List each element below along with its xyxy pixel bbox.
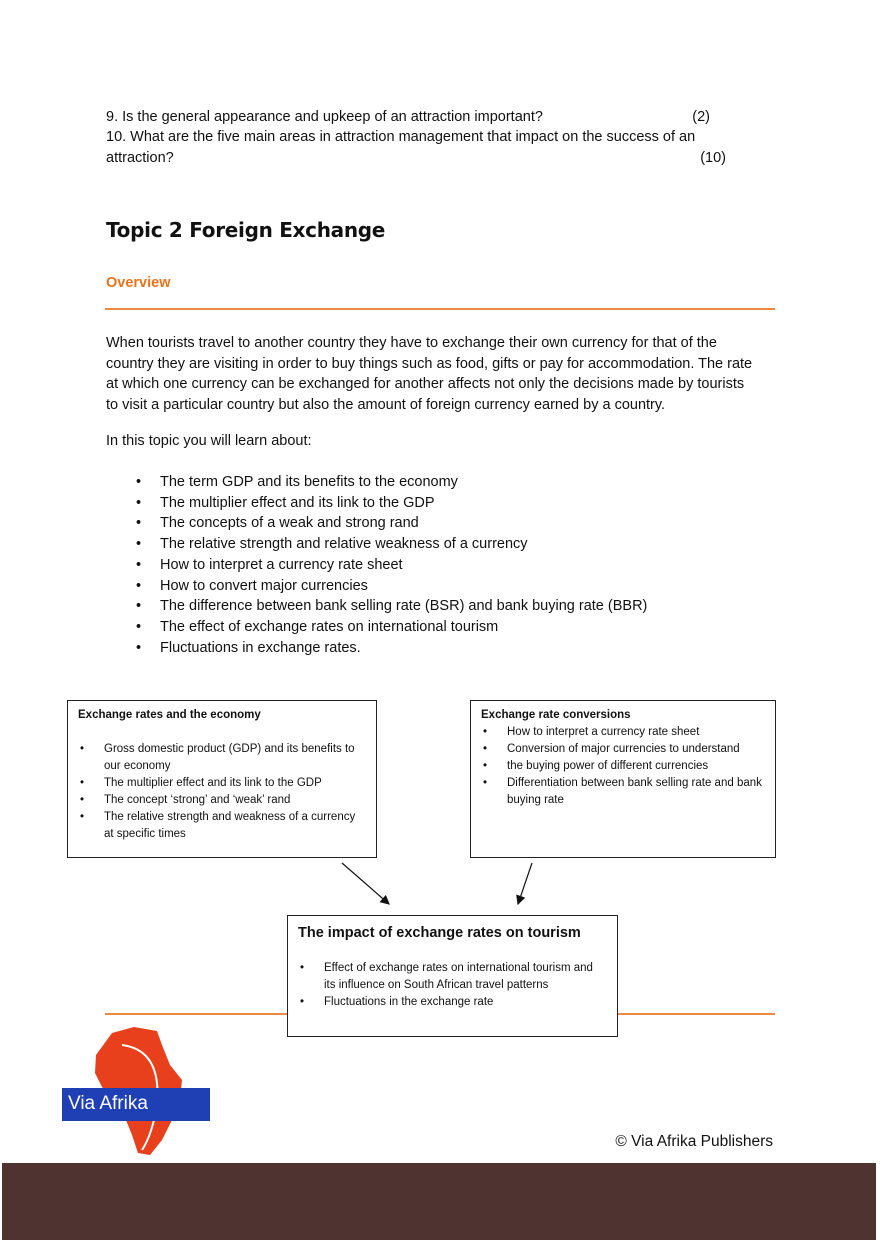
overview-heading: Overview: [106, 275, 171, 291]
list-item: • Fluctuations in exchange rates.: [136, 638, 647, 659]
learn-intro: In this topic you will learn about:: [106, 433, 312, 449]
list-item: • The term GDP and its benefits to the economy: [136, 472, 647, 493]
copyright: © Via Afrika Publishers: [615, 1133, 773, 1150]
topic-title: Topic 2 Foreign Exchange: [106, 218, 386, 242]
list-item: • How to convert major currencies: [136, 576, 647, 597]
arrow-icon: [518, 863, 532, 904]
footer-band: [2, 1163, 876, 1240]
list-item: • The concept ‘strong’ and ‘weak’ rand: [78, 792, 366, 809]
list-item: • The relative strength and weakness of a currency at specific times: [78, 809, 366, 843]
via-afrika-logo: [62, 1025, 212, 1157]
box-title: Exchange rates and the economy: [78, 709, 261, 721]
question-marks: (2): [692, 109, 710, 125]
question-text: 10. What are the five main areas in attraction management that impact on the success of an attraction?: [106, 129, 696, 166]
box-impact: [287, 915, 618, 1037]
list-item: • The relative strength and relative weakness of a currency: [136, 534, 647, 555]
question-text: 9. Is the general appearance and upkeep of an attraction important?: [106, 109, 543, 125]
intro-paragraph: When tourists travel to another country they have to exchange their own currency for that of the country they are visiting in order to buy things such as food, gifts or pay for accommodation. The rate at which one currency can be exchanged for another affects not only the decisions made by tourists to visit a particular country but also the amount of foreign currency earned by a country.: [106, 335, 753, 413]
list-item: • The effect of exchange rates on international tourism: [136, 617, 647, 638]
list-item: • the buying power of different currencies: [481, 758, 765, 775]
list-item: • Conversion of major currencies to understand: [481, 741, 765, 758]
list-item: • The difference between bank selling rate (BSR) and bank buying rate (BBR): [136, 596, 647, 617]
list-item: • Fluctuations in the exchange rate: [298, 994, 607, 1011]
list-item: • The concepts of a weak and strong rand: [136, 513, 647, 534]
box-title: The impact of exchange rates on tourism: [298, 925, 581, 941]
list-item: • How to interpret a currency rate sheet: [481, 724, 765, 741]
logo-text: Via Afrika: [62, 1088, 210, 1121]
question-marks: (10): [700, 149, 726, 166]
list-item: • The multiplier effect and its link to the GDP: [78, 775, 366, 792]
list-item: • How to interpret a currency rate sheet: [136, 555, 647, 576]
list-item: • Effect of exchange rates on international tourism and its influence on South African travel patterns: [298, 960, 607, 994]
arrow-icon: [342, 863, 389, 904]
list-item: • The multiplier effect and its link to the GDP: [136, 493, 647, 514]
list-item: • Differentiation between bank selling rate and bank buying rate: [481, 775, 765, 809]
list-item: • Gross domestic product (GDP) and its benefits to our economy: [78, 741, 366, 775]
box-title: Exchange rate conversions: [481, 709, 631, 721]
